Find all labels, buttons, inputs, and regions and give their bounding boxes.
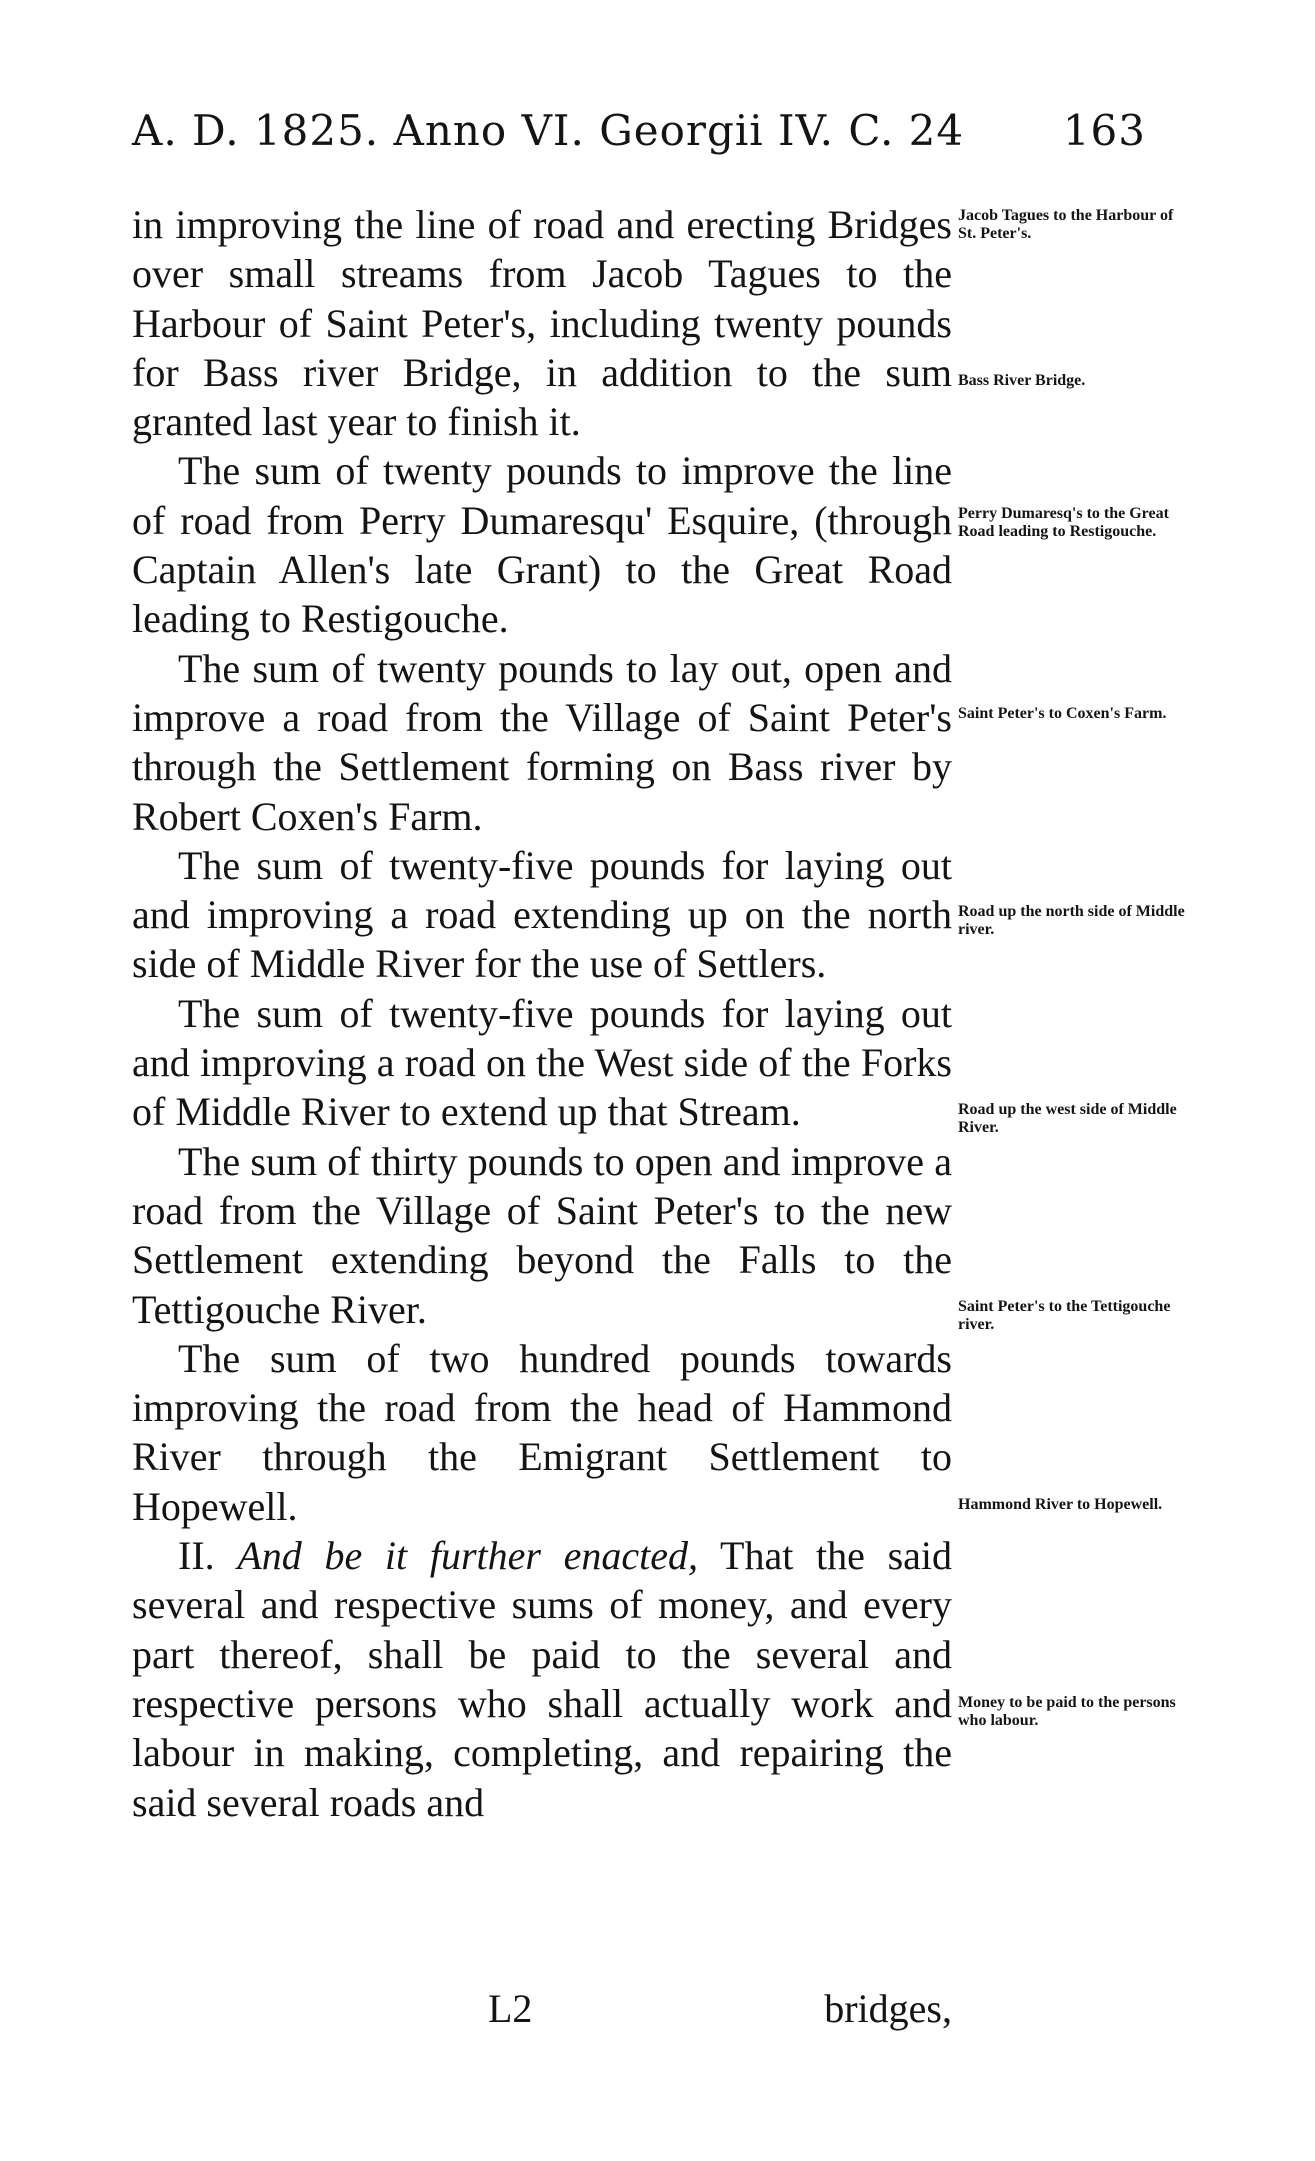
paragraph: The sum of twenty pounds to lay out, open and improve a road from the Village of Saint Peter's through the Settlement forming on Bass river by Robert Coxen's Farm. (132, 645, 952, 839)
margin-note: Jacob Tagues to the Harbour of St. Peter's. (958, 207, 1174, 242)
margin-note: Road up the north side of Middle river. (958, 903, 1185, 938)
page-number: 163 (1062, 106, 1146, 155)
section-text: That the said several and respective sums of money, and every part thereof, shall be paid to the several and respective persons who shall actually work and labour in making, completing, and repairing the said several roads and (132, 1533, 953, 1825)
margin-note: Hammond River to Hopewell. (958, 1496, 1163, 1513)
running-header (132, 106, 1146, 155)
section-number: II. (178, 1533, 215, 1579)
signature-mark: L2 (488, 1986, 533, 2031)
margin-note: Saint Peter's to the Tettigouche river. (958, 1298, 1171, 1333)
paragraph: The sum of twenty-five pounds for laying out and improving a road extending up on the north side of Middle River for the use of Settlers. (132, 842, 952, 987)
margin-note: Saint Peter's to Coxen's Farm. (958, 705, 1167, 722)
paragraph: in improving the line of road and erecting Bridges over small streams from Jacob Tagues to the Harbour of Saint Peter's, including twenty pounds for Bass river Bridge, in addition to the sum granted last year to finish it. (132, 202, 952, 445)
margin-note: Road up the west side of Middle River. (958, 1101, 1177, 1136)
section-paragraph (132, 1531, 952, 1827)
paragraph: The sum of thirty pounds to open and improve a road from the Village of Saint Peter's to the new Settlement extending beyond the Falls to the Tettigouche River. (132, 1138, 952, 1332)
margin-note: Bass River Bridge. (958, 372, 1086, 389)
catchword: bridges, (824, 1986, 952, 2031)
page-footer (132, 1985, 952, 2035)
margin-note: Perry Dumaresq's to the Great Road leading to Restigouche. (958, 505, 1169, 540)
running-title: A. D. 1825. Anno VI. Georgii IV. C. 24 (132, 106, 965, 155)
paragraph: The sum of twenty pounds to improve the line of road from Perry Dumaresqu' Esquire, (through Captain Allen's late Grant) to the Great Road leading to Restigouche. (132, 448, 952, 642)
main-text (132, 200, 952, 1827)
paragraph: The sum of twenty-five pounds for laying out and improving a road on the West side of the Forks of Middle River to extend up that Stream. (132, 990, 952, 1135)
paragraph: The sum of two hundred pounds towards improving the road from the head of Hammond River through the Emigrant Settlement to Hopewell. (132, 1335, 952, 1529)
enacting-clause: And be it further enacted, (237, 1533, 699, 1579)
margin-note: Money to be paid to the persons who labour. (958, 1694, 1176, 1729)
